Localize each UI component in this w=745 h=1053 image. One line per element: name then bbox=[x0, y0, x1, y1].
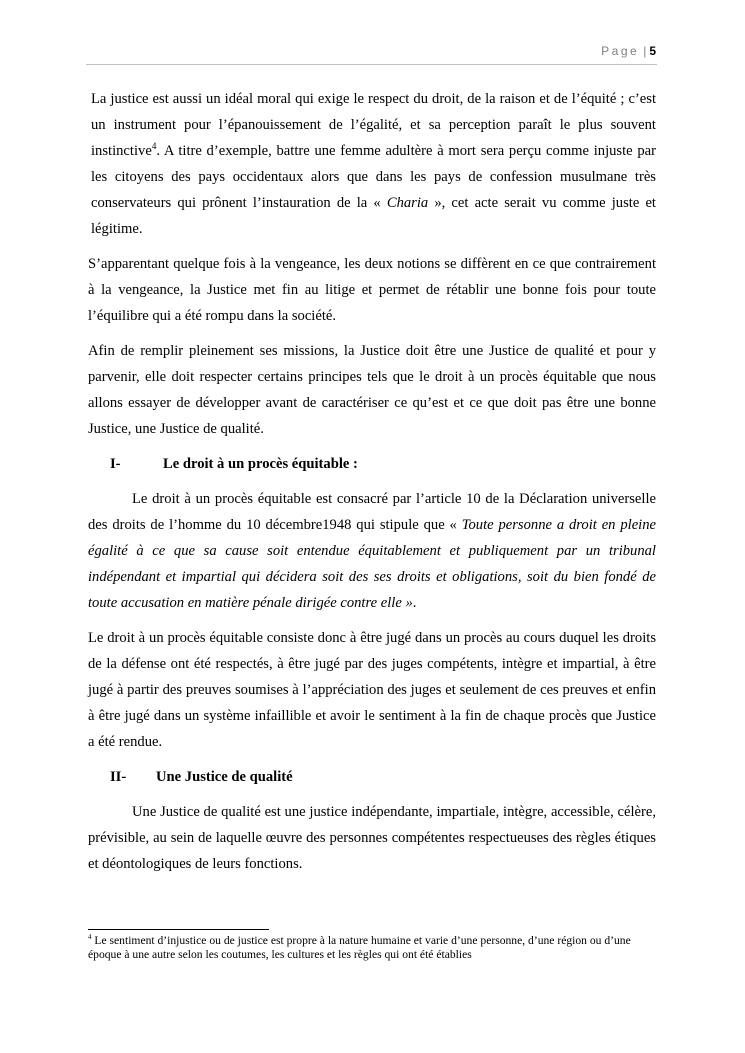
page-number: 5 bbox=[649, 44, 656, 58]
paragraph-text: . A titre d’exemple, battre une femme adultère à mort sera perçu comme injuste par les citoyens des pays occidentaux alors que dans les pays de confession musulmane très conservateurs qui prônent l’instauration de la « bbox=[91, 143, 656, 211]
section-title: Le droit à un procès équitable : bbox=[163, 456, 358, 472]
footnote bbox=[88, 934, 656, 962]
paragraph-quality-justice: Une Justice de qualité est une justice indépendante, impartiale, intègre, accessible, célère, prévisible, au sein de laquelle œuvre des personnes compétentes respectueuses des règles étiques et déontologiques de leurs fonctions. bbox=[88, 804, 656, 872]
section-title: Une Justice de qualité bbox=[156, 769, 293, 785]
paragraph-text: . bbox=[412, 595, 417, 611]
document-body bbox=[88, 86, 656, 886]
paragraph-justice-ideal bbox=[88, 86, 656, 242]
paragraph-text: La justice est aussi un idéal moral qui exige le respect du droit, de la raison et de l’équité ; c’est un instrument pour l’épanouissement de l’égalité, et sa perception paraît le plus souvent instinctive bbox=[91, 91, 656, 159]
page-separator: | bbox=[643, 44, 647, 58]
paragraph-article-10 bbox=[88, 486, 656, 616]
paragraph-missions: Afin de remplir pleinement ses missions, la Justice doit être une Justice de qualité et pour y parvenir, elle doit respecter certains principes tels que le droit à un procès équitable que nous allons essayer de développer avant de caractériser ce qu’est et ce que doit pas être une bonne Justice, une Justice de qualité. bbox=[88, 343, 656, 437]
section-heading-2 bbox=[88, 764, 656, 790]
section-number: I- bbox=[110, 456, 121, 472]
italic-quotation: Toute personne a droit en pleine égalité à ce que sa cause soit entendue équitablement et publiquement par un tribunal indépendant et impartial qui décidera soit des ses droits et obligations, soit du bien fondé de toute accusation en matière pénale dirigée contre elle » bbox=[88, 517, 657, 611]
footnote-reference: 4 bbox=[151, 141, 157, 152]
section-heading-1 bbox=[88, 451, 656, 477]
footnote-rule bbox=[88, 929, 269, 930]
header-rule bbox=[86, 64, 657, 65]
italic-term: Charia bbox=[386, 195, 429, 211]
footnote-text: Le sentiment d’injustice ou de justice est propre à la nature humaine et varie d’une personne, d’une région ou d’une époque à une autre selon les coutumes, les cultures et les règles qui ont été établies bbox=[88, 934, 631, 961]
paragraph-text: », cet acte serait vu comme juste et légitime. bbox=[91, 195, 656, 237]
page-header bbox=[601, 44, 656, 58]
footnote-number: 4 bbox=[88, 933, 92, 942]
page-label: Page bbox=[601, 44, 640, 58]
paragraph-text: Le droit à un procès équitable est consacré par l’article 10 de la Déclaration universelle des droits de l’homme du 10 décembre1948 qui stipule que « bbox=[88, 491, 656, 533]
section-number: II- bbox=[110, 769, 127, 785]
paragraph-fair-trial: Le droit à un procès équitable consiste donc à être jugé dans un procès au cours duquel les droits de la défense ont été respectés, à être jugé par des juges compétents, intègre et impartial, à être jugé à partir des preuves soumises à l’appréciation des juges et seulement de ces preuves et enfin à être jugé dans un système infaillible et avoir le sentiment à la fin de chaque procès que Justice a été rendue. bbox=[88, 630, 656, 750]
paragraph-vengeance: S’apparentant quelque fois à la vengeance, les deux notions se diffèrent en ce que contrairement à la vengeance, la Justice met fin au litige et permet de rétablir une bonne fois pour toute l’équilibre qui a été rompu dans la société. bbox=[88, 256, 656, 324]
